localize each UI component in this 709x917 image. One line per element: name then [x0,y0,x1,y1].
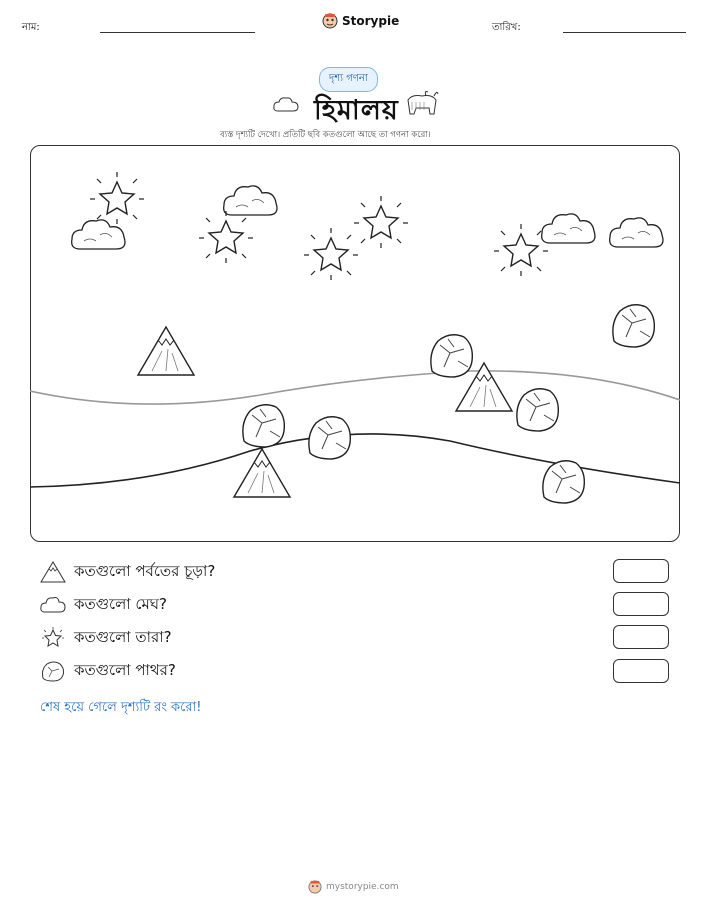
question-row-rocks [40,659,680,683]
closing-instruction: শেষ হয়ে গেলে দৃশ্যটি রং করো! [40,700,202,715]
question-row-mountains [40,560,680,584]
brand-name: Storypie [342,14,400,28]
name-field[interactable] [100,32,255,33]
rock-icon [40,660,66,682]
star-icon [40,627,66,649]
cloud-icon [272,95,300,115]
question-row-clouds [40,593,680,617]
answer-box-rocks[interactable] [613,659,669,683]
worksheet-tag: দৃশ্য গণনা [319,67,378,92]
yak-icon [404,88,440,120]
questions [40,560,680,683]
scene-illustration [30,145,680,542]
question-text: কতগুলো পাথর? [74,660,176,679]
name-label: নাম: [22,22,40,33]
answer-box-mountains[interactable] [613,559,669,583]
instructions: ব্যস্ত দৃশ্যটি দেখো। প্রতিটি ছবি কতগুলো আছে তা গণনা করো। [220,130,431,140]
date-field[interactable] [563,32,686,33]
page-title: হিমালয় [314,95,399,126]
question-text: কতগুলো তারা? [74,627,172,646]
cloud-icon [40,594,66,616]
mountain-icon [40,561,66,583]
storypie-logo-icon [308,880,322,894]
answer-box-stars[interactable] [613,625,669,649]
question-text: কতগুলো পর্বতের চূড়া? [74,561,216,580]
answer-box-clouds[interactable] [613,592,669,616]
question-row-stars [40,626,680,650]
footer [308,880,399,894]
storypie-logo-icon [322,13,338,29]
date-label: তারিখ: [492,22,521,33]
question-text: কতগুলো মেঘ? [74,594,168,613]
footer-url[interactable]: mystorypie.com [326,882,399,892]
brand [322,13,399,29]
